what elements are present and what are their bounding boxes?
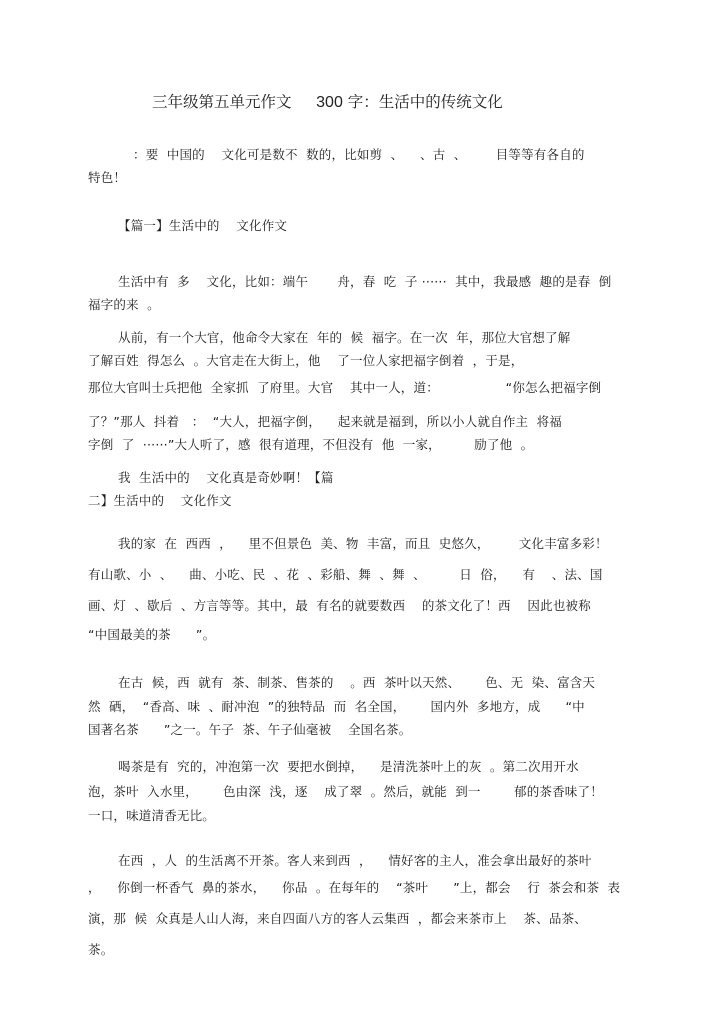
title-number: 300 — [316, 94, 343, 111]
section-heading-2: 二】生活中的 文化作文 — [88, 493, 232, 508]
text-line: 演，那 候 众真是人山人海，来自四面八方的客人云集西 ，都会来茶市上 茶、品茶、 — [88, 911, 587, 926]
section-heading-1: 【篇一】生活中的 文化作文 — [118, 218, 288, 233]
text-line: 茶。 — [88, 942, 114, 957]
text-line: 泡，茶叶 入水里， 色由深 浅，逐 成了翠 。然后，就能 到一 郁的茶香味了！ — [88, 784, 603, 799]
text-line: “中国最美的茶 ”。 — [88, 627, 216, 642]
text-line: 我的家 在 西西 ， 里不但景色 美、物 丰富，而且 史悠久， 文化丰富多彩！ — [118, 536, 608, 551]
text-line: 一口，味道清香无比。 — [88, 808, 216, 823]
text-line: 了解百姓 得怎么 。大官走在大街上，他 了一位人家把福字倒着 ，于是， — [88, 353, 524, 368]
text-line: 我 生活中的 文化真是奇妙啊！【篇 — [118, 470, 334, 485]
text-line: 生活中有 多 文化，比如：端午 舟，春 吃 子 ······ 其中，我最感 趣的是春 倒 — [118, 274, 612, 289]
text-line: 福字的来 。 — [88, 297, 160, 312]
text-line: 画、灯 、歇后 、方言等等。其中，最 有名的就要数西 的茶文化了！西 因此也被称 — [88, 598, 591, 613]
intro-line-1: ：要 中国的 文化可是数不 数的，比如剪 、 、古 、 目等等有各自的 — [133, 147, 585, 162]
text-line: ， 你倒一杯香气 鼻的茶水， 你品 。在每年的 “茶叶 ”上，都会 行 茶会和茶 表 — [88, 880, 621, 895]
text-line: 在西 ，人 的生活离不开茶。客人来到西 ， 情好客的主人，准会拿出最好的茶叶 — [118, 853, 592, 868]
text-line: 有山歌、小 、 曲、小吃、民 、花 、彩船、舞 、舞 、 日 俗， 有 、法、国 — [88, 567, 603, 582]
text-line: 那位大官叫士兵把他 全家抓 了府里。大官 其中一人，道： “你怎么把福字倒 — [88, 380, 602, 395]
title-left: 三年级第五单元作文 — [152, 93, 292, 111]
text-line: 从前，有一个大官，他命令大家在 年的 候 福字。在一次 年，那位大官想了解 — [118, 330, 571, 345]
text-line: 喝茶是有 究的，冲泡第一次 要把水倒掉， 是清洗茶叶上的灰 。第二次用开水 — [118, 759, 579, 774]
text-line: 然 硒， “香高、味 、耐冲泡 ”的独特品 而 名全国， 国内外 多地方，成 “中 — [88, 699, 585, 714]
text-line: 国著名茶 ”之一。午子 茶、午子仙毫被 全国名茶。 — [88, 722, 412, 737]
page-title — [152, 92, 503, 113]
intro-line-2: 特色！ — [88, 170, 127, 185]
text-line: 字倒 了 ······”大人听了，感 很有道理，不但没有 他 一家， 励了他 。 — [88, 437, 534, 452]
title-right: 字：生活中的传统文化 — [347, 93, 503, 111]
text-line: 在古 候，西 就有 茶、制茶、售茶的 。西 茶叶以天然、 色、无 染、富含天 — [118, 675, 596, 690]
text-line: 了？”那人 抖着 ： “大人，把福字倒， 起来就是福到，所以小人就自作主 将福 — [88, 414, 563, 429]
